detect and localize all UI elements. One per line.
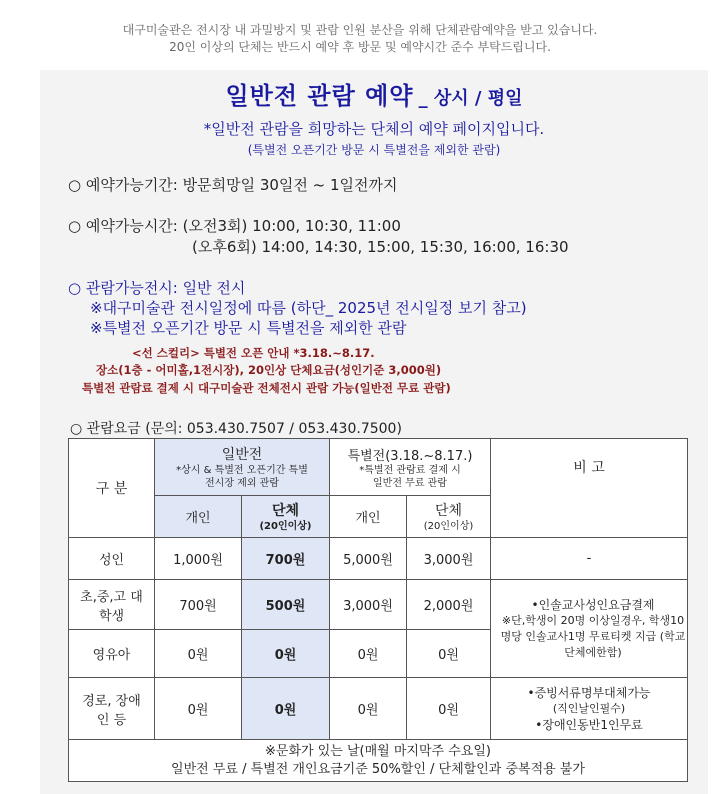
fee-title: ○ 관람요금 (문의: 053.430.7507 / 053.430.7500) [70,421,402,437]
notice-line-2: 20인 이상의 단체는 반드시 예약 후 방문 및 예약시간 준수 부탁드립니다. [169,40,551,54]
general-group-fee: 700원 [242,538,330,580]
info-exhibit-note-2: ※특별전 오픈기간 방문 시 특별전을 제외한 관람 [90,319,407,337]
general-group-fee: 0원 [242,678,330,740]
culture-day-note [69,740,688,782]
info-time-am: ○ 예약가능시간: (오전3회) 10:00, 10:30, 11:00 [68,217,401,235]
general-group-fee: 0원 [242,630,330,678]
remark-adult: - [491,538,688,580]
general-individual-fee: 0원 [155,678,242,740]
notice-line-1: 대구미술관은 전시장 내 과밀방지 및 관람 인원 분산을 위해 단체관람예약을 받고 있습니다. [122,23,598,37]
special-group-fee: 2,000원 [407,580,491,630]
special-group-header [407,496,491,538]
special-notice-1: <선 스컬리> 특별전 오픈 안내 *3.18.~8.17. [132,346,375,360]
title-sub: _ 상시 / 평일 [418,88,523,109]
special-individual-fee: 3,000원 [330,580,407,630]
general-individual-fee: 0원 [155,630,242,678]
remark-student [491,580,688,678]
special-group-fee: 3,000원 [407,538,491,580]
col-remark: 비 고 [491,439,688,538]
col-special [330,439,491,496]
remark-student-1: •인솔교사성인요금결제 [531,597,655,612]
intro-text: *일반전 관람을 희망하는 단체의 예약 페이지입니다. [203,120,545,138]
table-row [69,580,688,630]
info-exhibit-note-1: ※대구미술관 전시일정에 따름 (하단_ 2025년 전시일정 보기 참고) [90,299,527,317]
table-row [69,538,688,580]
general-group-header [242,496,330,538]
col-special-label: 특별전(3.18.~8.17.) [347,448,473,464]
special-group-fee: 0원 [407,630,491,678]
intro-note: (특별전 오픈기간 방문 시 특별전을 제외한 관람) [247,143,501,157]
row-label: 성인 [69,538,155,580]
page-title [40,76,708,112]
col-general-label: 일반전 [221,447,263,463]
special-individual-fee: 0원 [330,678,407,740]
remark-senior-1: •증빙서류명부대체가능 [527,685,651,700]
remark-senior [491,678,688,740]
info-period: ○ 예약가능기간: 방문희망일 30일전 ~ 1일전까지 [68,176,398,194]
culture-day-row [69,740,688,782]
col-general [155,439,330,496]
remark-student-2: ※단,학생이 20명 이상일경우, 학생10명당 인솔교사1명 무료티켓 지급 (학교단체에한함) [500,613,686,659]
general-group-note: (20인이상) [259,521,312,532]
general-group-label: 단체 [271,503,300,519]
col-special-note: *특별전 관람료 결제 시 일반전 무료 관람 [359,464,461,489]
special-group-label: 단체 [434,503,463,519]
top-notice [0,0,720,56]
general-individual-fee: 1,000원 [155,538,242,580]
culture-day-2: 일반전 무료 / 특별전 개인요금기준 50%할인 / 단체할인과 중복적용 불가 [171,761,585,777]
col-category: 구 분 [69,439,155,538]
row-label: 경로, 장애인 등 [69,678,155,740]
title-main: 일반전 관람 예약 [225,82,414,110]
special-notice-3: 특별전 관람료 결제 시 대구미술관 전체전시 관람 가능(일반전 무료 관람) [82,381,451,395]
row-label: 초,중,고 대학생 [69,580,155,630]
special-group-note: (20인이상) [423,521,474,532]
general-group-fee: 500원 [242,580,330,630]
general-individual-header: 개인 [155,496,242,538]
special-individual-header: 개인 [330,496,407,538]
info-time-pm: (오후6회) 14:00, 14:30, 15:00, 15:30, 16:00, 16:30 [192,238,569,256]
row-label: 영유아 [69,630,155,678]
culture-day-1: ※문화가 있는 날(매월 마지막주 수요일) [265,743,491,759]
special-individual-fee: 0원 [330,630,407,678]
col-general-note: *상시 & 특별전 오픈기간 특별전시장 제외 관람 [176,465,308,489]
fee-table [68,438,688,782]
special-notice-2: 장소(1층 - 어미홀,1전시장), 20인상 단체요금(성인기준 3,000원) [96,363,442,377]
table-row [69,678,688,740]
remark-senior-2: (직인날인필수) [552,701,626,715]
remark-senior-3: •장애인동반1인무료 [535,717,643,732]
special-individual-fee: 5,000원 [330,538,407,580]
info-exhibit: ○ 관람가능전시: 일반 전시 [68,279,246,297]
general-individual-fee: 700원 [155,580,242,630]
special-group-fee: 0원 [407,678,491,740]
